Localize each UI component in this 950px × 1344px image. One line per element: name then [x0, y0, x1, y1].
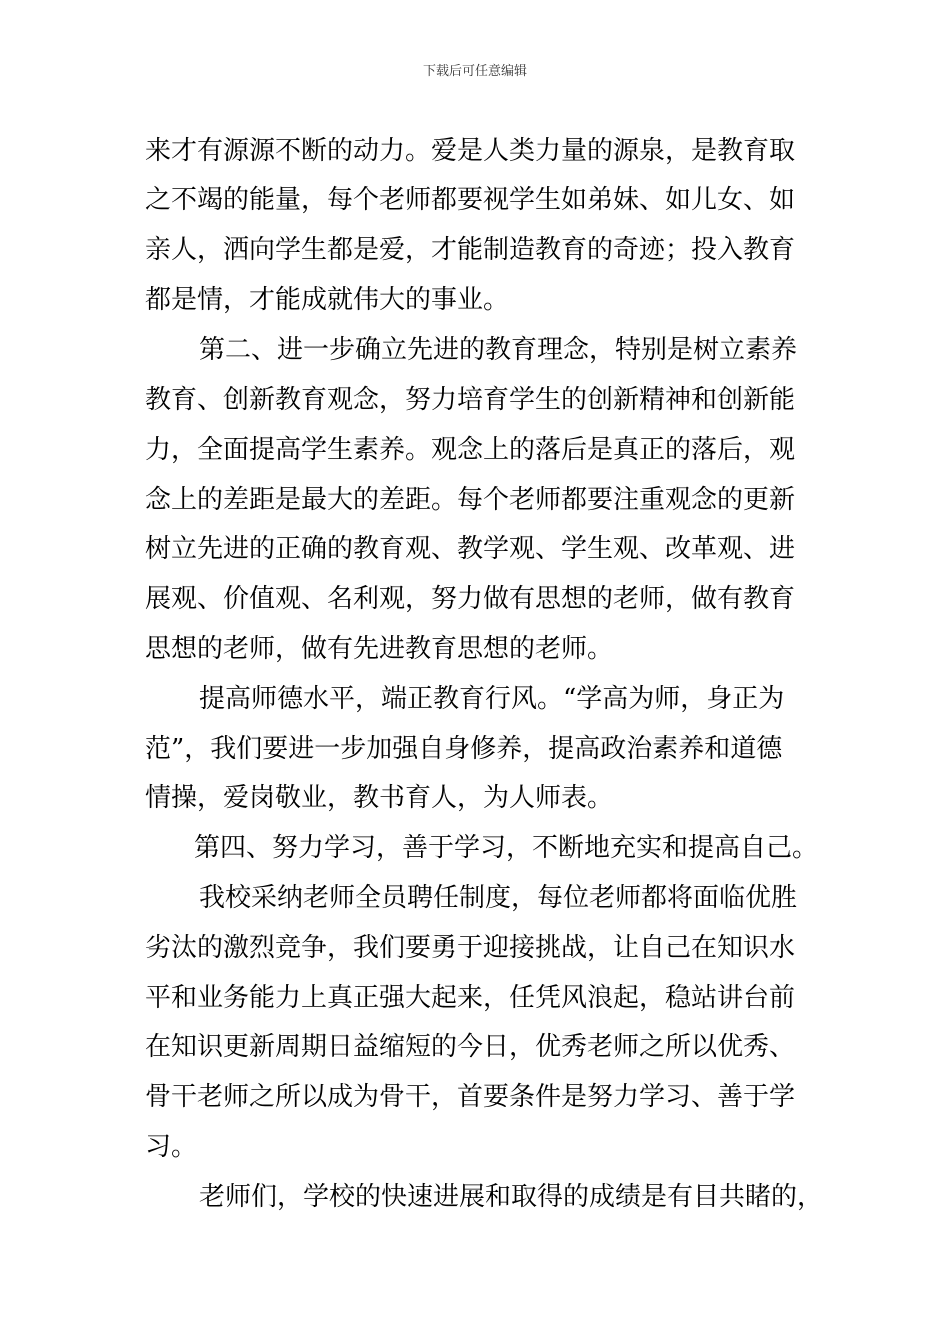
text-line: 范”，我们要进一步加强自身修养，提高政治素养和道德 [145, 734, 783, 764]
text-line: 展观、价值观、名利观，努力做有思想的老师，做有教育 [145, 584, 796, 614]
paragraph-first-line: 我校采纳老师全员聘任制度，每位老师都将面临优胜 [199, 883, 798, 913]
text-line: 都是情，才能成就伟大的事业。 [145, 285, 510, 315]
text-line: 劣汰的激烈竞争，我们要勇于迎接挑战，让自己在知识水 [145, 933, 796, 963]
text-line: 在知识更新周期日益缩短的今日，优秀老师之所以优秀、 [145, 1032, 796, 1062]
text-line: 树立先进的正确的教育观、教学观、学生观、改革观、进 [145, 534, 796, 564]
text-line: 习。 [145, 1132, 198, 1162]
text-line: 亲人，洒向学生都是爱，才能制造教育的奇迹；投入教育 [145, 235, 796, 265]
text-line: 情操，爱岗敬业，教书育人，为人师表。 [145, 783, 614, 813]
paragraph-first-line: 老师们，学校的快速进展和取得的成绩是有目共睹的， [199, 1182, 824, 1212]
paragraph-first-line: 第四、努力学习，善于学习，不断地充实和提高自己。 [194, 833, 819, 863]
text-line: 念上的差距是最大的差距。每个老师都要注重观念的更新 [145, 485, 796, 515]
text-line: 思想的老师，做有先进教育思想的老师。 [145, 634, 614, 664]
text-line: 平和业务能力上真正强大起来，任凭风浪起，稳站讲台前 [145, 983, 796, 1013]
paragraph-first-line: 第二、进一步确立先进的教育理念，特别是树立素养 [199, 335, 798, 365]
text-line: 来才有源源不断的动力。爱是人类力量的源泉，是教育取 [145, 136, 796, 166]
text-line: 力，全面提高学生素养。观念上的落后是真正的落后，观 [145, 435, 796, 465]
paragraph-first-line: 提高师德水平，端正教育行风。“学高为师，身正为 [199, 684, 785, 714]
text-line: 之不竭的能量，每个老师都要视学生如弟妹、如儿女、如 [145, 185, 796, 215]
text-line: 骨干老师之所以成为骨干，首要条件是努力学习、善于学 [145, 1082, 796, 1112]
page-header: 下载后可任意编辑 [422, 64, 527, 79]
text-line: 教育、创新教育观念，努力培育学生的创新精神和创新能 [145, 385, 796, 415]
